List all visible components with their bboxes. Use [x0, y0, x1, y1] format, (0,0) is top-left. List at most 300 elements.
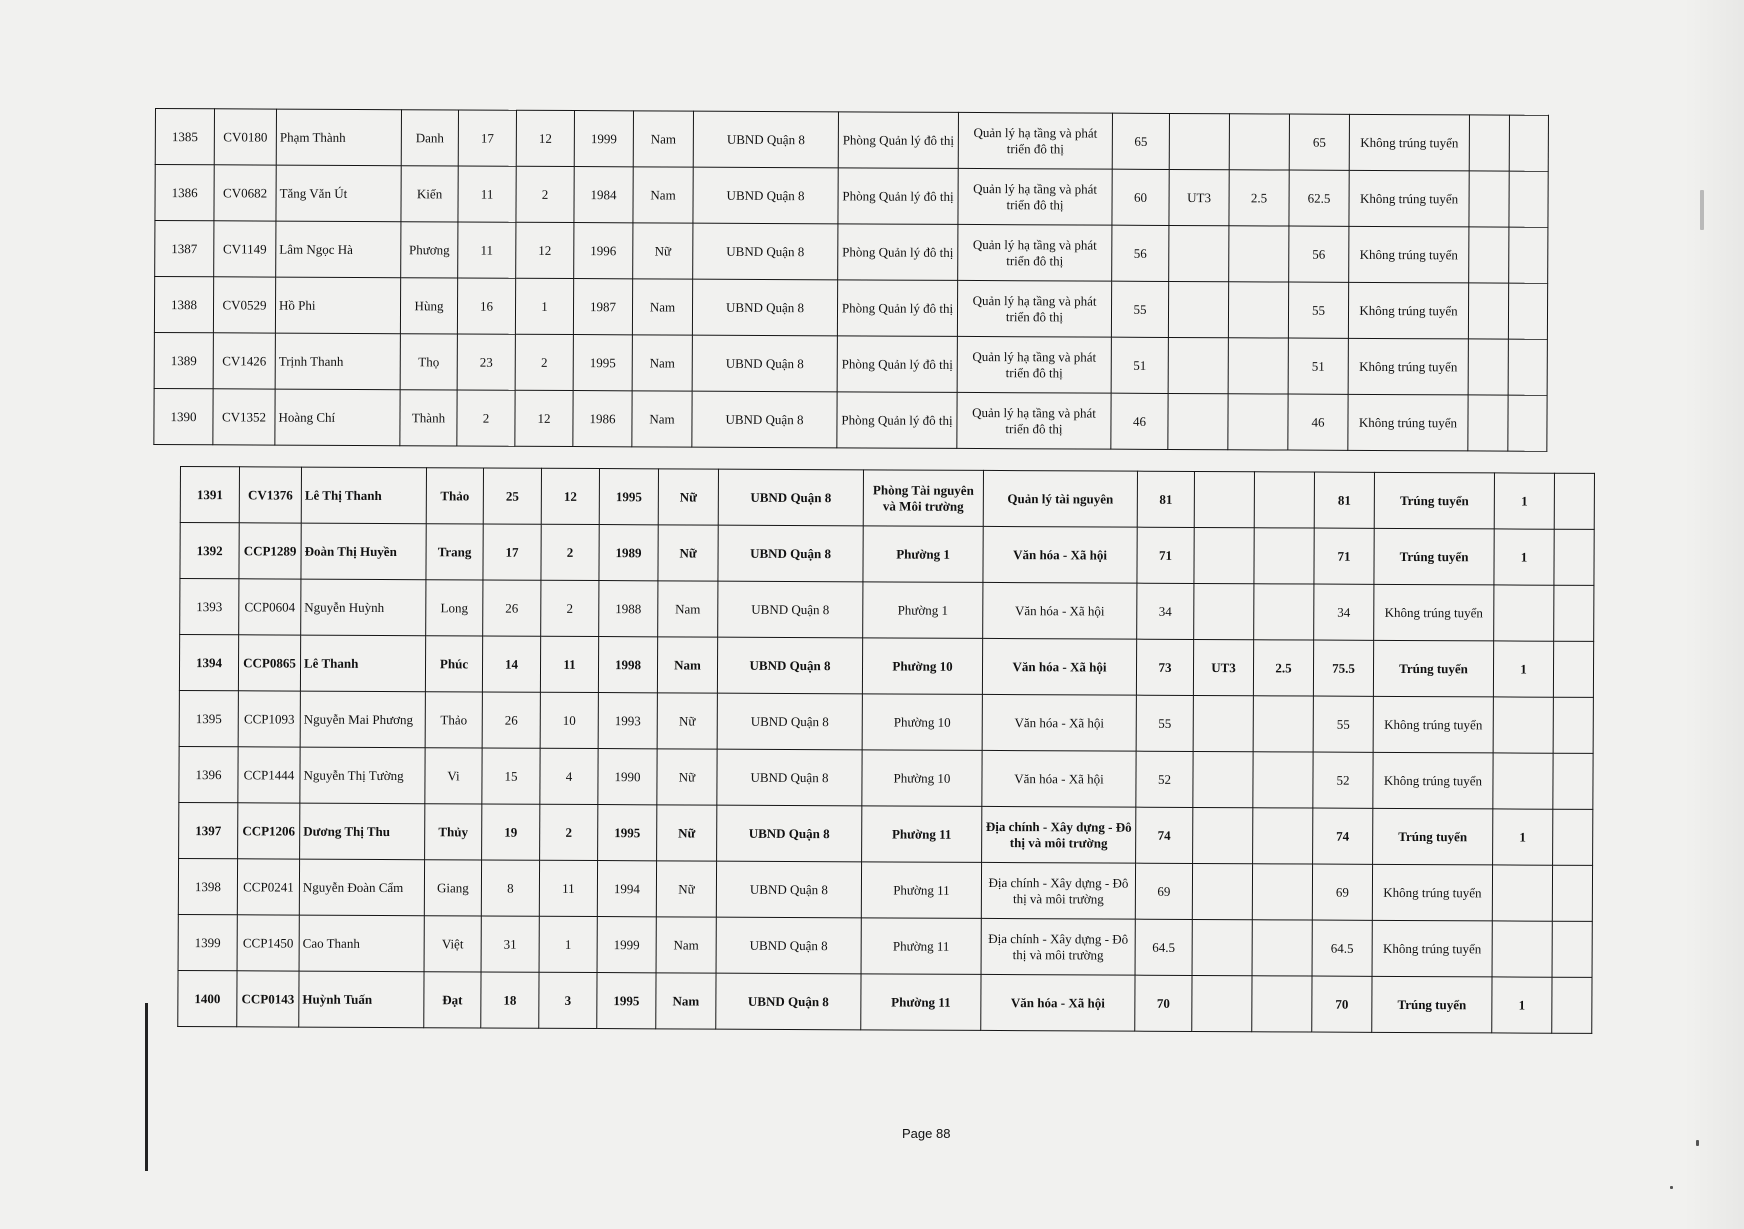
table-row: [155, 221, 1548, 284]
birth-month-cell: 12: [516, 222, 574, 278]
row-number-cell: 1392: [180, 523, 239, 579]
birth-month-cell: 12: [516, 110, 574, 166]
row-number-cell: 1390: [154, 388, 213, 444]
unit-cell: UBND Quận 8: [718, 581, 863, 638]
total-score-cell: 51: [1288, 338, 1348, 394]
gender-cell: Nam: [632, 279, 692, 335]
blank-cell: [1554, 473, 1594, 529]
passed-flag-cell: [1493, 753, 1553, 809]
birth-month-cell: 1: [539, 916, 597, 972]
unit-cell: UBND Quận 8: [693, 111, 838, 168]
total-score-cell: 75.5: [1313, 640, 1373, 696]
scan-artifact-speck: [1670, 1186, 1673, 1189]
candidate-code-cell: CCP0865: [238, 635, 300, 691]
total-score-cell: 52: [1313, 752, 1373, 808]
blank-cell: [1552, 921, 1592, 977]
table-row: [178, 858, 1592, 921]
given-name-cell: Thảo: [425, 692, 482, 748]
table-row: [154, 277, 1547, 340]
row-number-cell: 1388: [154, 277, 213, 333]
department-cell: Phường 10: [862, 694, 982, 751]
unit-cell: UBND Quận 8: [693, 167, 838, 224]
table-row: [154, 332, 1547, 395]
priority-cell: [1194, 527, 1254, 583]
blank-cell: [1508, 339, 1547, 395]
position-cell: Văn hóa - Xã hội: [983, 526, 1137, 583]
unit-cell: UBND Quận 8: [692, 391, 837, 448]
surname-cell: Dương Thị Thu: [300, 803, 425, 860]
bonus-points-cell: 2.5: [1253, 640, 1313, 696]
passed-flag-cell: [1468, 339, 1508, 395]
score-cell: 69: [1135, 863, 1192, 919]
blank-cell: [1509, 115, 1548, 171]
birth-day-cell: 18: [481, 972, 539, 1028]
birth-month-cell: 2: [516, 166, 574, 222]
passed-flag-cell: 1: [1494, 529, 1554, 585]
position-cell: Địa chính - Xây dựng - Đô thị và môi trường: [981, 918, 1135, 975]
candidate-code-cell: CCP1093: [238, 691, 300, 747]
birth-month-cell: 11: [540, 636, 598, 692]
gender-cell: Nữ: [658, 525, 718, 581]
candidate-code-cell: CCP1206: [238, 803, 300, 859]
position-cell: Quản lý hạ tầng và phát triển đô thị: [958, 168, 1112, 225]
birth-year-cell: 1995: [597, 973, 656, 1029]
priority-cell: [1192, 975, 1252, 1031]
total-score-cell: 56: [1289, 226, 1349, 282]
score-cell: 70: [1135, 975, 1192, 1031]
surname-cell: Hồ Phi: [275, 277, 400, 334]
birth-month-cell: 2: [541, 580, 599, 636]
priority-cell: [1168, 281, 1228, 337]
total-score-cell: 55: [1313, 696, 1373, 752]
birth-day-cell: 23: [457, 334, 515, 390]
result-cell: Không trúng tuyển: [1348, 394, 1468, 451]
score-cell: 34: [1137, 583, 1194, 639]
unit-cell: UBND Quận 8: [717, 693, 862, 750]
candidate-code-cell: CCP1289: [239, 523, 301, 579]
results-table-lower-body: [178, 467, 1595, 1034]
row-number-cell: 1393: [180, 579, 239, 635]
given-name-cell: Đạt: [424, 972, 481, 1028]
priority-cell: UT3: [1169, 169, 1229, 225]
priority-cell: [1169, 113, 1229, 169]
birth-day-cell: 26: [482, 692, 540, 748]
table-row: [155, 165, 1548, 228]
result-cell: Không trúng tuyển: [1349, 170, 1469, 227]
score-cell: 73: [1136, 639, 1193, 695]
blank-cell: [1552, 977, 1592, 1033]
passed-flag-cell: 1: [1493, 809, 1553, 865]
score-cell: 64.5: [1135, 919, 1192, 975]
passed-flag-cell: 1: [1494, 473, 1554, 529]
scan-artifact-line: [145, 1003, 148, 1171]
priority-cell: UT3: [1193, 639, 1253, 695]
table-row: [180, 523, 1594, 586]
row-number-cell: 1387: [155, 221, 214, 277]
score-cell: 46: [1111, 393, 1168, 449]
table-row: [178, 914, 1592, 977]
surname-cell: Lê Thị Thanh: [301, 467, 426, 524]
birth-day-cell: 11: [458, 166, 516, 222]
birth-year-cell: 1993: [598, 693, 657, 749]
department-cell: Phường 11: [861, 974, 981, 1031]
result-cell: Không trúng tuyển: [1372, 864, 1492, 921]
gender-cell: Nam: [633, 111, 693, 167]
bonus-points-cell: [1253, 752, 1313, 808]
priority-cell: [1192, 863, 1252, 919]
candidate-code-cell: CCP0143: [237, 971, 299, 1027]
result-cell: Không trúng tuyển: [1373, 696, 1493, 753]
candidate-code-cell: CV0529: [213, 277, 275, 333]
result-cell: Trúng tuyển: [1373, 640, 1493, 697]
department-cell: Phòng Quản lý đô thị: [838, 168, 958, 225]
priority-cell: [1192, 919, 1252, 975]
birth-month-cell: 2: [541, 524, 599, 580]
passed-flag-cell: [1469, 115, 1509, 171]
position-cell: Văn hóa - Xã hội: [983, 582, 1137, 639]
table-row: [179, 746, 1593, 809]
blank-cell: [1554, 585, 1594, 641]
birth-month-cell: 11: [539, 860, 597, 916]
results-table-upper-body: [154, 109, 1549, 452]
position-cell: Quản lý hạ tầng và phát triển đô thị: [958, 112, 1112, 169]
page-number: Page 88: [902, 1126, 951, 1141]
birth-month-cell: 12: [515, 390, 573, 446]
blank-cell: [1553, 809, 1593, 865]
table-row: [155, 109, 1548, 172]
unit-cell: UBND Quận 8: [716, 861, 861, 918]
unit-cell: UBND Quận 8: [692, 279, 837, 336]
bonus-points-cell: [1253, 808, 1313, 864]
gender-cell: Nam: [632, 335, 692, 391]
bonus-points-cell: [1252, 976, 1312, 1032]
result-cell: Không trúng tuyển: [1349, 114, 1469, 171]
passed-flag-cell: [1468, 283, 1508, 339]
blank-cell: [1553, 697, 1593, 753]
birth-month-cell: 2: [515, 334, 573, 390]
candidate-code-cell: CV1149: [214, 221, 276, 277]
birth-day-cell: 19: [482, 804, 540, 860]
birth-day-cell: 25: [483, 468, 541, 524]
surname-cell: Nguyễn Mai Phương: [300, 691, 425, 748]
birth-year-cell: 1999: [574, 111, 633, 167]
gender-cell: Nữ: [657, 805, 717, 861]
priority-cell: [1168, 393, 1228, 449]
scan-artifact-speck: [1696, 1140, 1699, 1146]
birth-year-cell: 1996: [574, 223, 633, 279]
birth-year-cell: 1990: [598, 749, 657, 805]
surname-cell: Phạm Thành: [276, 109, 401, 166]
priority-cell: [1193, 807, 1253, 863]
surname-cell: Hoàng Chí: [275, 389, 400, 446]
bonus-points-cell: [1228, 338, 1288, 394]
birth-year-cell: 1987: [573, 279, 632, 335]
table-row: [178, 970, 1592, 1033]
birth-month-cell: 10: [540, 692, 598, 748]
blank-cell: [1553, 753, 1593, 809]
gender-cell: Nữ: [656, 861, 716, 917]
bonus-points-cell: [1254, 528, 1314, 584]
position-cell: Quản lý hạ tầng và phát triển đô thị: [957, 392, 1111, 449]
score-cell: 55: [1136, 695, 1193, 751]
candidate-code-cell: CV1352: [213, 389, 275, 445]
given-name-cell: Giang: [424, 860, 481, 916]
position-cell: Địa chính - Xây dựng - Đô thị và môi trường: [981, 862, 1135, 919]
bonus-points-cell: 2.5: [1229, 170, 1289, 226]
table-row: [179, 690, 1593, 753]
bonus-points-cell: [1254, 584, 1314, 640]
birth-month-cell: 2: [540, 804, 598, 860]
total-score-cell: 64.5: [1312, 920, 1372, 976]
position-cell: Văn hóa - Xã hội: [982, 694, 1136, 751]
birth-year-cell: 1995: [599, 469, 658, 525]
result-cell: Trúng tuyển: [1372, 976, 1492, 1033]
row-number-cell: 1396: [179, 746, 238, 802]
given-name-cell: Thảo: [426, 468, 483, 524]
gender-cell: Nữ: [657, 693, 717, 749]
blank-cell: [1509, 227, 1548, 283]
result-cell: Trúng tuyển: [1374, 472, 1494, 529]
bonus-points-cell: [1228, 282, 1288, 338]
department-cell: Phường 11: [862, 806, 982, 863]
passed-flag-cell: [1494, 585, 1554, 641]
blank-cell: [1509, 171, 1548, 227]
position-cell: Văn hóa - Xã hội: [982, 638, 1136, 695]
row-number-cell: 1385: [155, 109, 214, 165]
birth-year-cell: 1998: [598, 637, 657, 693]
candidate-code-cell: CV1426: [213, 333, 275, 389]
candidate-code-cell: CCP0241: [237, 859, 299, 915]
unit-cell: UBND Quận 8: [718, 525, 863, 582]
blank-cell: [1508, 395, 1547, 451]
row-number-cell: 1400: [178, 970, 237, 1026]
score-cell: 65: [1112, 113, 1169, 169]
bonus-points-cell: [1252, 920, 1312, 976]
bonus-points-cell: [1229, 114, 1289, 170]
passed-flag-cell: [1469, 171, 1509, 227]
total-score-cell: 34: [1314, 584, 1374, 640]
surname-cell: Cao Thanh: [299, 915, 424, 972]
position-cell: Quản lý hạ tầng và phát triển đô thị: [958, 224, 1112, 281]
unit-cell: UBND Quận 8: [716, 973, 861, 1030]
candidate-code-cell: CCP0604: [239, 579, 301, 635]
department-cell: Phường 10: [862, 750, 982, 807]
birth-day-cell: 16: [457, 278, 515, 334]
gender-cell: Nữ: [657, 749, 717, 805]
department-cell: Phường 11: [861, 862, 981, 919]
gender-cell: Nam: [633, 167, 693, 223]
birth-year-cell: 1984: [574, 167, 633, 223]
given-name-cell: Thọ: [400, 334, 457, 390]
row-number-cell: 1395: [179, 690, 238, 746]
department-cell: Phường 1: [863, 582, 983, 639]
surname-cell: Nguyễn Thị Tường: [300, 747, 425, 804]
birth-year-cell: 1988: [599, 581, 658, 637]
results-table-upper: [153, 108, 1549, 452]
gender-cell: Nữ: [633, 223, 693, 279]
priority-cell: [1193, 695, 1253, 751]
total-score-cell: 70: [1312, 976, 1372, 1032]
position-cell: Quản lý tài nguyên: [983, 470, 1137, 527]
bonus-points-cell: [1229, 226, 1289, 282]
passed-flag-cell: 1: [1493, 641, 1553, 697]
department-cell: Phòng Quản lý đô thị: [837, 336, 957, 393]
priority-cell: [1169, 225, 1229, 281]
birth-year-cell: 1989: [599, 525, 658, 581]
results-table-lower: [177, 466, 1595, 1034]
score-cell: 71: [1137, 527, 1194, 583]
given-name-cell: Thủy: [425, 804, 482, 860]
score-cell: 55: [1111, 281, 1168, 337]
score-cell: 74: [1136, 807, 1193, 863]
given-name-cell: Danh: [401, 110, 458, 166]
position-cell: Văn hóa - Xã hội: [982, 750, 1136, 807]
birth-day-cell: 11: [458, 222, 516, 278]
row-number-cell: 1398: [178, 858, 237, 914]
bonus-points-cell: [1254, 472, 1314, 528]
department-cell: Phường 11: [861, 918, 981, 975]
candidate-code-cell: CCP1450: [237, 915, 299, 971]
table-row: [180, 467, 1594, 530]
total-score-cell: 81: [1314, 472, 1374, 528]
unit-cell: UBND Quận 8: [718, 469, 863, 526]
surname-cell: Nguyễn Huỳnh: [301, 579, 426, 636]
table-row: [179, 802, 1593, 865]
result-cell: Không trúng tuyển: [1349, 226, 1469, 283]
gender-cell: Nam: [656, 973, 716, 1029]
row-number-cell: 1394: [179, 635, 238, 691]
birth-year-cell: 1995: [573, 335, 632, 391]
score-cell: 56: [1112, 225, 1169, 281]
unit-cell: UBND Quận 8: [693, 223, 838, 280]
candidate-code-cell: CCP1444: [238, 747, 300, 803]
gender-cell: Nữ: [658, 469, 718, 525]
birth-day-cell: 14: [482, 636, 540, 692]
score-cell: 52: [1136, 751, 1193, 807]
candidate-code-cell: CV1376: [239, 467, 301, 523]
priority-cell: [1193, 751, 1253, 807]
total-score-cell: 69: [1312, 864, 1372, 920]
position-cell: Quản lý hạ tầng và phát triển đô thị: [957, 336, 1111, 393]
total-score-cell: 62.5: [1289, 170, 1349, 226]
birth-month-cell: 3: [539, 972, 597, 1028]
department-cell: Phường 1: [863, 526, 983, 583]
birth-month-cell: 4: [540, 748, 598, 804]
bonus-points-cell: [1252, 864, 1312, 920]
unit-cell: UBND Quận 8: [717, 805, 862, 862]
bonus-points-cell: [1253, 696, 1313, 752]
total-score-cell: 46: [1288, 394, 1348, 450]
row-number-cell: 1391: [180, 467, 239, 523]
candidate-code-cell: CV0180: [214, 109, 276, 165]
result-cell: Không trúng tuyển: [1372, 920, 1492, 977]
department-cell: Phòng Quản lý đô thị: [837, 280, 957, 337]
unit-cell: UBND Quận 8: [692, 335, 837, 392]
surname-cell: Lê Thanh: [300, 635, 425, 692]
unit-cell: UBND Quận 8: [717, 749, 862, 806]
birth-year-cell: 1995: [598, 805, 657, 861]
table-row: [154, 388, 1547, 451]
passed-flag-cell: [1492, 921, 1552, 977]
passed-flag-cell: [1493, 697, 1553, 753]
bonus-points-cell: [1228, 394, 1288, 450]
candidate-code-cell: CV0682: [214, 165, 276, 221]
birth-day-cell: 15: [482, 748, 540, 804]
passed-flag-cell: [1468, 395, 1508, 451]
unit-cell: UBND Quận 8: [716, 917, 861, 974]
birth-year-cell: 1999: [597, 917, 656, 973]
row-number-cell: 1389: [154, 332, 213, 388]
position-cell: Văn hóa - Xã hội: [981, 974, 1135, 1031]
table-row: [180, 579, 1594, 642]
birth-month-cell: 1: [515, 278, 573, 334]
given-name-cell: Long: [426, 580, 483, 636]
result-cell: Không trúng tuyển: [1373, 752, 1493, 809]
unit-cell: UBND Quận 8: [717, 637, 862, 694]
birth-day-cell: 2: [457, 390, 515, 446]
birth-month-cell: 12: [541, 468, 599, 524]
score-cell: 51: [1111, 337, 1168, 393]
blank-cell: [1554, 529, 1594, 585]
birth-year-cell: 1994: [597, 861, 656, 917]
given-name-cell: Trang: [426, 524, 483, 580]
given-name-cell: Phương: [401, 222, 458, 278]
surname-cell: Lâm Ngọc Hà: [276, 221, 401, 278]
result-cell: Không trúng tuyển: [1374, 584, 1494, 641]
surname-cell: Nguyễn Đoàn Cẩm: [299, 859, 424, 916]
given-name-cell: Phúc: [425, 636, 482, 692]
surname-cell: Đoàn Thị Huyền: [301, 523, 426, 580]
gender-cell: Nam: [632, 391, 692, 447]
table-row: [179, 635, 1593, 698]
total-score-cell: 74: [1313, 808, 1373, 864]
priority-cell: [1194, 583, 1254, 639]
position-cell: Quản lý hạ tầng và phát triển đô thị: [957, 280, 1111, 337]
score-cell: 81: [1137, 471, 1194, 527]
passed-flag-cell: [1492, 865, 1552, 921]
passed-flag-cell: [1469, 227, 1509, 283]
priority-cell: [1168, 337, 1228, 393]
gender-cell: Nam: [658, 581, 718, 637]
total-score-cell: 55: [1288, 282, 1348, 338]
given-name-cell: Thành: [400, 390, 457, 446]
surname-cell: Trịnh Thanh: [275, 333, 400, 390]
birth-year-cell: 1986: [573, 391, 632, 447]
birth-day-cell: 31: [481, 916, 539, 972]
gender-cell: Nam: [657, 637, 717, 693]
result-cell: Trúng tuyển: [1373, 808, 1493, 865]
gender-cell: Nam: [656, 917, 716, 973]
score-cell: 60: [1112, 169, 1169, 225]
department-cell: Phòng Quản lý đô thị: [837, 392, 957, 449]
given-name-cell: Hùng: [400, 278, 457, 334]
blank-cell: [1508, 283, 1547, 339]
priority-cell: [1194, 471, 1254, 527]
result-cell: Trúng tuyển: [1374, 528, 1494, 585]
blank-cell: [1553, 641, 1593, 697]
passed-flag-cell: 1: [1492, 977, 1552, 1033]
row-number-cell: 1399: [178, 914, 237, 970]
given-name-cell: Kiến: [401, 166, 458, 222]
department-cell: Phòng Quản lý đô thị: [838, 112, 958, 169]
department-cell: Phường 10: [862, 638, 982, 695]
birth-day-cell: 17: [458, 110, 516, 166]
birth-day-cell: 26: [483, 580, 541, 636]
blank-cell: [1552, 865, 1592, 921]
row-number-cell: 1397: [179, 802, 238, 858]
position-cell: Địa chính - Xây dựng - Đô thị và môi trường: [982, 806, 1136, 863]
birth-day-cell: 8: [481, 860, 539, 916]
